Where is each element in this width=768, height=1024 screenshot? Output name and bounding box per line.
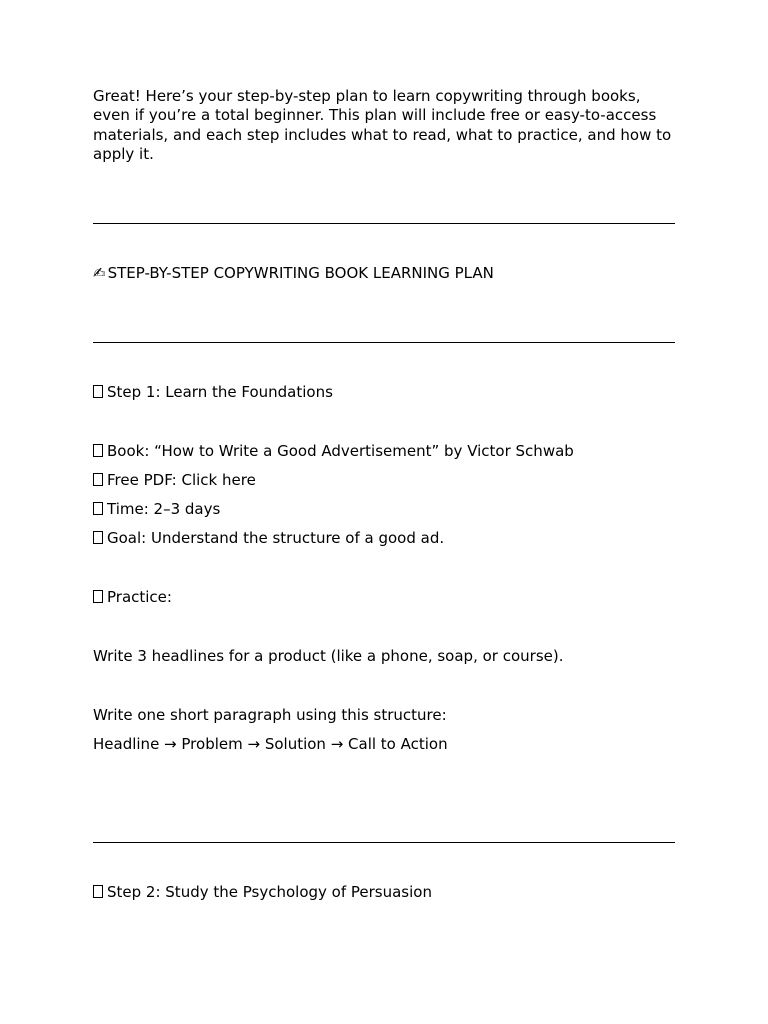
step1-goal	[93, 529, 444, 548]
missing-glyph-icon	[93, 473, 103, 486]
step1-book	[93, 442, 574, 461]
step2-heading-text: Step 2: Study the Psychology of Persuasion	[107, 883, 432, 901]
missing-glyph-icon	[93, 444, 103, 457]
divider	[93, 842, 675, 843]
step1-heading-text: Step 1: Learn the Foundations	[107, 383, 333, 401]
step1-pdf	[93, 471, 256, 490]
step1-practice-2: Write one short paragraph using this structure:	[93, 706, 447, 724]
intro-paragraph: Great! Here’s your step-by-step plan to learn copywriting through books, even if you’re a total beginner. This plan will include free or easy-to-access materials, and each step includes what to read, what to practice, and how to apply it.	[93, 87, 672, 163]
step2-heading	[93, 883, 432, 902]
step1-pdf-text: Free PDF: Click here	[107, 471, 256, 489]
step1-goal-text: Goal: Understand the structure of a good ad.	[107, 529, 445, 547]
missing-glyph-icon	[93, 502, 103, 515]
step1-practice-1: Write 3 headlines for a product (like a phone, soap, or course).	[93, 647, 564, 665]
step1-time	[93, 500, 220, 519]
missing-glyph-icon	[93, 590, 103, 603]
missing-glyph-icon	[93, 385, 103, 398]
missing-glyph-icon	[93, 885, 103, 898]
step1-structure: Headline → Problem → Solution → Call to Action	[93, 735, 448, 753]
writing-hand-icon: ✍	[93, 264, 106, 282]
step1-practice-heading	[93, 588, 172, 607]
step1-book-text: Book: “How to Write a Good Advertisement” by Victor Schwab	[107, 442, 574, 460]
missing-glyph-icon	[93, 531, 103, 544]
step1-practice-heading-text: Practice:	[107, 588, 172, 606]
step1-time-text: Time: 2–3 days	[107, 500, 221, 518]
step1-heading	[93, 383, 333, 402]
plan-title-text: STEP-BY-STEP COPYWRITING BOOK LEARNING PLAN	[107, 264, 494, 282]
plan-title	[93, 264, 494, 283]
divider	[93, 223, 675, 224]
divider	[93, 342, 675, 343]
